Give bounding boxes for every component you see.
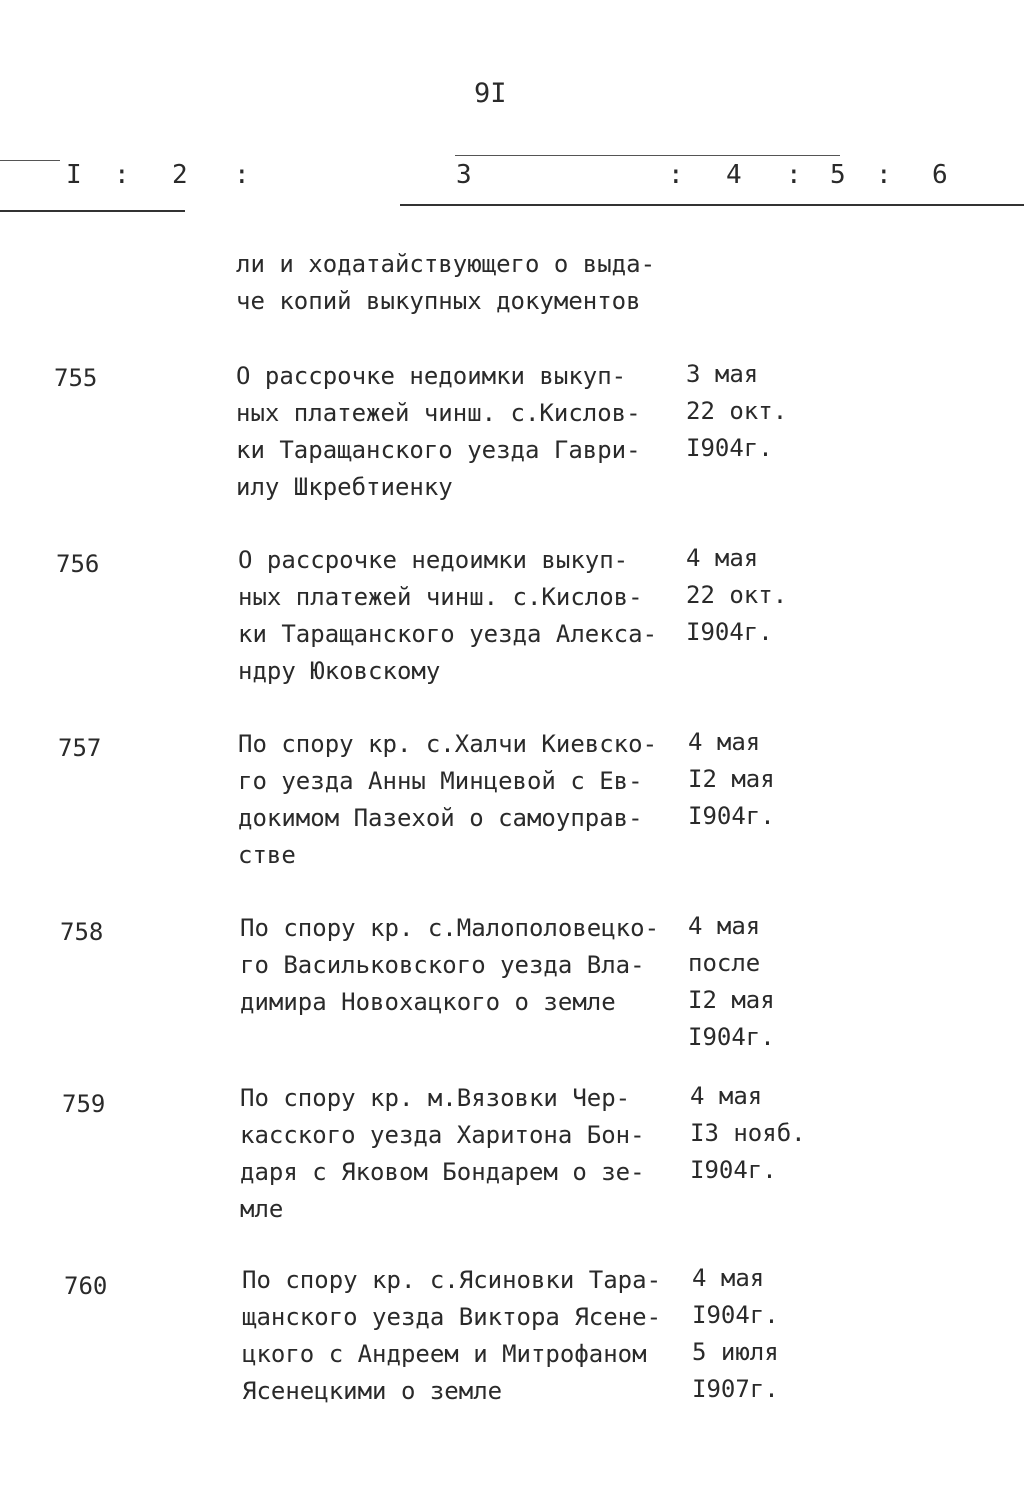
header-sep-5: : xyxy=(876,160,892,190)
entry-description xyxy=(236,358,696,506)
entry-description xyxy=(238,726,698,874)
description-line: ки Таращанского уезда Гаври- xyxy=(236,436,641,464)
date-line: I904г. xyxy=(690,1156,777,1184)
entry-description xyxy=(242,1262,702,1410)
description-line: мле xyxy=(240,1195,284,1223)
description-line: щанского уезда Виктора Ясене- xyxy=(242,1303,662,1331)
description-line: По спору кр. с.Халчи Киевско- xyxy=(238,730,658,758)
date-line: 3 мая xyxy=(686,360,759,388)
date-line: I904г. xyxy=(686,434,773,462)
date-line: I907г. xyxy=(692,1375,779,1403)
description-line: ки Таращанского уезда Алекса- xyxy=(238,620,658,648)
description-line: По спору кр. м.Вязовки Чер- xyxy=(240,1084,631,1112)
header-rule-bottom-left xyxy=(0,210,185,212)
entry-number: 756 xyxy=(56,550,100,578)
entry-number: 758 xyxy=(60,918,104,946)
date-line: 4 мая xyxy=(686,544,759,572)
entry-description xyxy=(240,910,700,1021)
description-line: димира Новохацкого о земле xyxy=(240,988,616,1016)
header-rule-top-left xyxy=(0,160,60,161)
header-col-5: 5 xyxy=(830,160,846,190)
description-line: даря с Яковом Бондарем о зе- xyxy=(240,1158,645,1186)
entry-dates xyxy=(692,1260,842,1408)
description-line: О рассрочке недоимки выкуп- xyxy=(236,362,627,390)
description-line: че копий выкупных документов xyxy=(236,287,641,315)
entry-dates xyxy=(688,724,838,835)
header-rule-bottom-right xyxy=(400,204,1024,206)
description-line: цкого с Андреем и Митрофаном xyxy=(242,1340,647,1368)
header-col-2: 2 xyxy=(172,160,188,190)
date-line: I904г. xyxy=(686,618,773,646)
description-line: касского уезда Харитона Бон- xyxy=(240,1121,645,1149)
entry-description xyxy=(240,1080,700,1228)
date-line: I2 мая xyxy=(688,765,775,793)
date-line: 4 мая xyxy=(690,1082,763,1110)
date-line: 5 июля xyxy=(692,1338,779,1366)
date-line: I904г. xyxy=(688,802,775,830)
header-col-1: I xyxy=(66,160,82,190)
description-line: го уезда Анны Минцевой с Ев- xyxy=(238,767,643,795)
date-line: 4 мая xyxy=(688,912,761,940)
entry-number: 760 xyxy=(64,1272,108,1300)
date-line: 4 мая xyxy=(688,728,761,756)
entry-number: 757 xyxy=(58,734,102,762)
header-col-4: 4 xyxy=(726,160,742,190)
header-sep-1: : xyxy=(114,160,130,190)
description-line: ли и ходатайствующего о выда- xyxy=(236,250,656,278)
description-line: ных платежей чинш. с.Кислов- xyxy=(236,399,641,427)
header-sep-3: : xyxy=(668,160,684,190)
description-line: ных платежей чинш. с.Кислов- xyxy=(238,583,643,611)
entry-number: 755 xyxy=(54,364,98,392)
entry-number: 759 xyxy=(62,1090,106,1118)
description-line: ндру Юковскому xyxy=(238,657,441,685)
page-number: 9I xyxy=(474,78,507,109)
header-col-6: 6 xyxy=(932,160,948,190)
date-line: 4 мая xyxy=(692,1264,765,1292)
header-col-3: 3 xyxy=(456,160,472,190)
entry-dates xyxy=(686,356,836,467)
date-line: I3 нояб. xyxy=(690,1119,806,1147)
header-sep-4: : xyxy=(786,160,802,190)
continuation-description xyxy=(236,246,696,320)
header-rule-top xyxy=(455,155,840,156)
entry-dates xyxy=(690,1078,840,1189)
date-line: I904г. xyxy=(688,1023,775,1051)
description-line: стве xyxy=(238,841,296,869)
description-line: илу Шкребтиенку xyxy=(236,473,453,501)
date-line: I2 мая xyxy=(688,986,775,1014)
entry-dates xyxy=(686,540,836,651)
header-sep-2: : xyxy=(234,160,250,190)
description-line: Ясенецкими о земле xyxy=(242,1377,503,1405)
description-line: По спору кр. с.Малополовецко- xyxy=(240,914,660,942)
entry-dates xyxy=(688,908,838,1056)
entry-description xyxy=(238,542,698,690)
description-line: докимом Пазехой о самоуправ- xyxy=(238,804,643,832)
date-line: после xyxy=(688,949,761,977)
date-line: 22 окт. xyxy=(686,581,788,609)
description-line: По спору кр. с.Ясиновки Тара- xyxy=(242,1266,662,1294)
date-line: 22 окт. xyxy=(686,397,788,425)
description-line: О рассрочке недоимки выкуп- xyxy=(238,546,629,574)
date-line: I904г. xyxy=(692,1301,779,1329)
description-line: го Васильковского уезда Вла- xyxy=(240,951,645,979)
